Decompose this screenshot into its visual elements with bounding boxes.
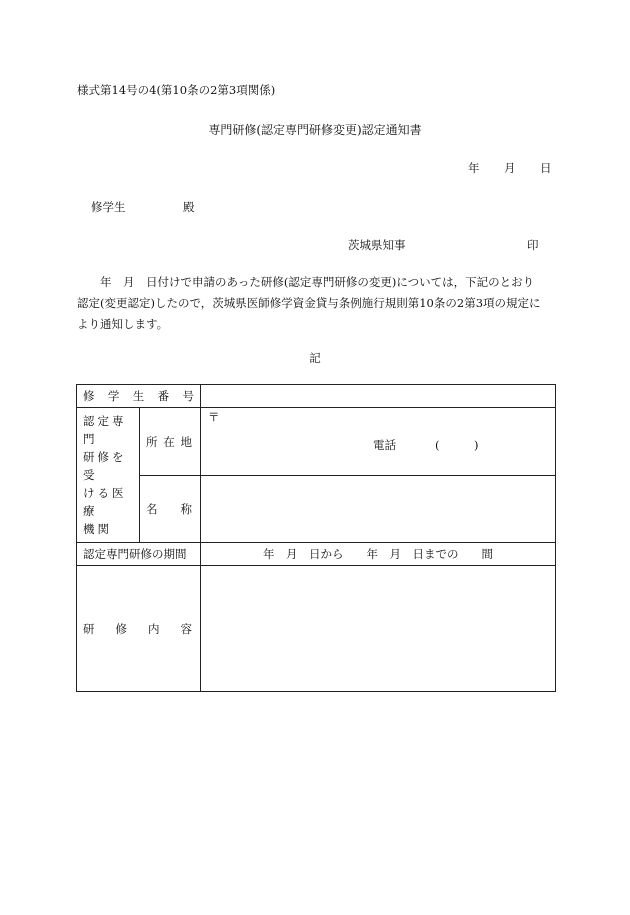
form-number: 様式第14号の4(第10条の2第3項関係) — [77, 83, 276, 97]
label-char: 所 — [146, 434, 158, 449]
ki-heading: 記 — [309, 351, 321, 365]
institution-label — [77, 408, 140, 543]
label-char: 名 — [146, 502, 158, 517]
label-line: 認定専門 — [83, 414, 127, 446]
body-line-2: 認定(変更認定)したので，茨城県医師修学資金貸与条例施行規則第10条の2第3項の規定に — [77, 296, 541, 310]
period-row — [77, 543, 556, 566]
student-number-label — [77, 385, 201, 408]
period-field[interactable]: 年 月 日から 年 月 日までの 間 — [201, 543, 556, 566]
issuer-name: 茨城県知事 — [348, 238, 406, 252]
date-day-label: 日 — [540, 161, 552, 175]
label-char: 内 — [148, 621, 160, 636]
label-char: 研 — [83, 621, 95, 636]
date-month-label: 月 — [504, 161, 516, 175]
postal-mark: 〒 — [208, 410, 220, 424]
student-number-row — [77, 385, 556, 408]
label-char: 号 — [182, 389, 194, 403]
institution-name-field[interactable] — [201, 476, 556, 543]
institution-name-row — [77, 476, 556, 543]
address-field[interactable] — [201, 408, 556, 476]
label-char: 称 — [180, 502, 192, 517]
addressee-honorific: 殿 — [183, 200, 195, 214]
label-char: 地 — [180, 434, 192, 449]
name-label — [140, 476, 201, 543]
label-char: 修 — [83, 389, 95, 403]
student-number-field[interactable] — [201, 385, 556, 408]
label-char: 容 — [180, 621, 192, 636]
label-char: 生 — [132, 389, 145, 403]
label-line: 研修を受 — [83, 450, 127, 482]
content-row — [77, 566, 556, 692]
label-char: 学 — [107, 389, 120, 403]
label-char: 修 — [115, 621, 127, 636]
label-line: 機関 — [83, 522, 112, 536]
addressee-title: 修学生 — [91, 200, 126, 214]
phone-label: 電話 — [373, 438, 396, 452]
label-char: 在 — [163, 434, 175, 449]
phone-field[interactable]: ( ) — [435, 438, 479, 452]
content-field[interactable] — [201, 566, 556, 692]
address-label — [140, 408, 201, 476]
body-line-1: 年 月 日付けで申請のあった研修(認定専門研修の変更)については，下記のとおり — [100, 275, 535, 289]
address-row — [77, 408, 556, 476]
date-year-label: 年 — [468, 161, 480, 175]
seal-mark: 印 — [527, 238, 539, 252]
label-char: 番 — [157, 389, 170, 403]
label-line: ける医療 — [83, 486, 127, 518]
certification-table — [76, 384, 556, 692]
body-line-3: より通知します。 — [77, 317, 169, 331]
period-label: 認定専門研修の期間 — [77, 543, 201, 566]
content-label — [77, 566, 201, 692]
document-title: 専門研修(認定専門研修変更)認定通知書 — [208, 123, 422, 137]
